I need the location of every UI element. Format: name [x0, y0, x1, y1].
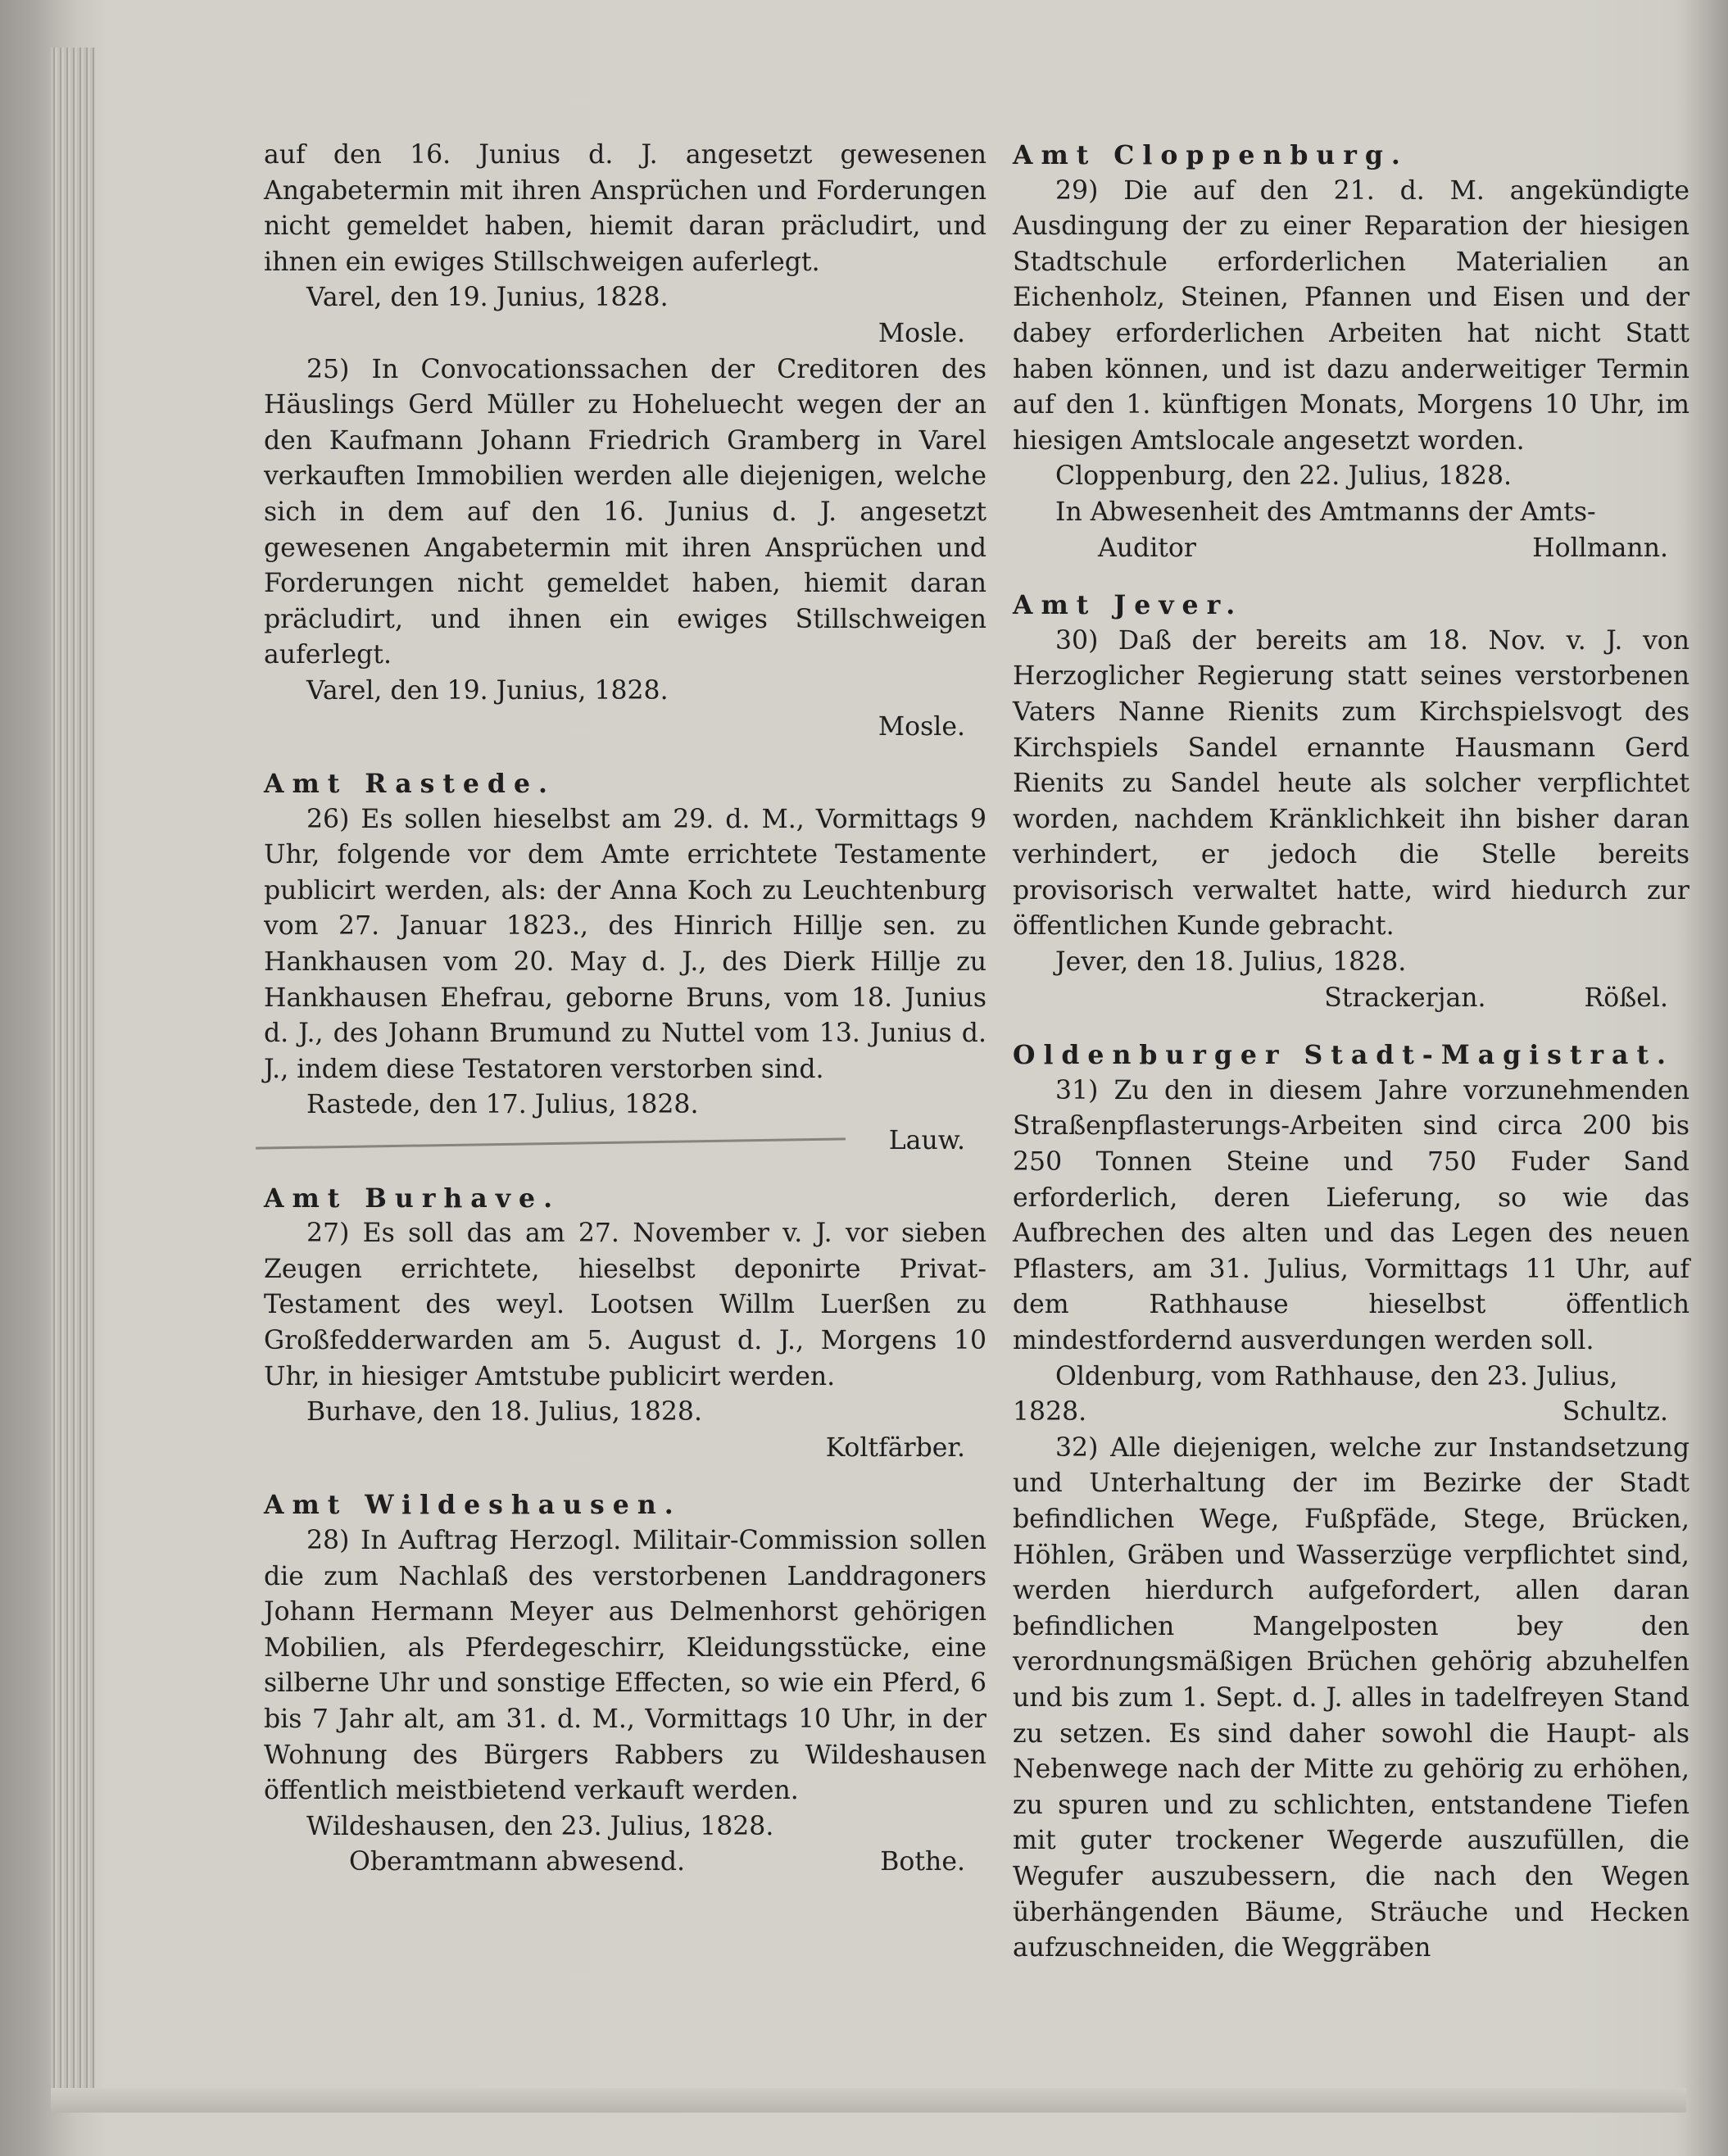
notice-27: 27) Es soll das am 27. November v. J. vor sieben Zeugen errichtete, hieselbst deponirte Privat-Testament des weyl. Lootsen Willm Luerßen zu Großfedderwarden am 5. August d. J., Morgens 10 Uhr, in hiesiger Amtstube publicirt werden.: [264, 1219, 986, 1391]
notice-29-place-date: Cloppenburg, den 22. Julius, 1828.: [1055, 461, 1513, 492]
notice-28: 28) In Auftrag Herzogl. Militair-Commission sollen die zum Nachlaß des verstorbenen Landdragoners Johann Hermann Meyer aus Delmenhorst gehörigen Mobilien, als Pferdegeschirr, Kleidungsstücke, eine silberne Uhr und sonstige Effecten, so wie ein Pferd, 6 bis 7 Jahr alt, am 31. d. M., Vormittags 10 Uhr, in der Wohnung des Bürgers Rabbers zu Wildeshausen öffentlich meistbietend verkauft werden.: [264, 1525, 986, 1806]
notice-26-signature: Lauw.: [888, 1126, 965, 1156]
notice-31: 31) Zu den in diesem Jahre vorzunehmenden Straßenpflasterungs-Arbeiten sind circa 200 bis 250 Tonnen Steine und 750 Fuder Sand erforderlich, deren Lieferung, so wie das Aufbrechen des alten und das Legen des neuen Pflasters, am 31. Julius, Vormittags 11 Uhr, auf dem Rathhause hieselbst öffentlich mindestfordernd ausverdungen werden soll.: [1013, 1075, 1689, 1355]
notice-30-signature-a: Strackerjan.: [1324, 983, 1486, 1013]
notice-30-place-date: Jever, den 18. Julius, 1828.: [1055, 947, 1407, 978]
notice-31-signature-name: Schultz.: [1562, 1397, 1668, 1427]
left-column: [264, 138, 986, 1881]
heading-amt-cloppenburg: Amt Cloppenburg.: [1013, 140, 1408, 170]
notice-25-signature: Mosle.: [878, 711, 965, 742]
notice-25: 25) In Convocationssachen der Creditoren des Häuslings Gerd Müller zu Hoheluecht wegen der an den Kaufmann Johann Friedrich Gramberg in Varel verkauften Immobilien werden alle diejenigen, welche sich in dem auf den 16. Junius d. J. angesetzt gewesenen Angabetermin mit ihren Ansprüchen und Forderungen nicht gemeldet haben, hiemit daran präcludirt, und ihnen ein ewiges Stillschweigen auferlegt.: [264, 354, 986, 670]
notice-28-signature-note: Oberamtmann abwesend.: [349, 1847, 686, 1877]
notice-28-signature: [264, 1845, 986, 1881]
notice-26: 26) Es sollen hieselbst am 29. d. M., Vormittags 9 Uhr, folgende vor dem Amte errichtete Testamente publicirt werden, als: der Anna Koch zu Leuchtenburg vom 27. Januar 1823., des Hinrich Hillje sen. zu Hankhausen vom 20. May d. J., des Dierk Hillje zu Hankhausen Ehefrau, geborne Bruns, vom 18. Junius d. J., des Johann Brumund zu Nuttel vom 13. Junius d. J., indem diese Testatoren verstorben sind.: [264, 804, 986, 1084]
notice-29-signature-name: Hollmann.: [1532, 533, 1668, 563]
notice-31-year: 1828.: [1013, 1397, 1087, 1427]
notice-27-place-date: Burhave, den 18. Julius, 1828.: [306, 1397, 702, 1427]
notice-30-signature-b: Rößel.: [1584, 983, 1668, 1013]
notice-30-signature: [1013, 981, 1689, 1017]
page-edge-left: [51, 48, 95, 2113]
right-column: [1013, 138, 1689, 1967]
heading-amt-jever: Amt Jever.: [1013, 590, 1244, 621]
page-edge-bottom: [51, 2088, 1689, 2113]
notice-26-place-date: Rastede, den 17. Julius, 1828.: [306, 1090, 699, 1120]
heading-amt-burhave: Amt Burhave.: [264, 1182, 561, 1214]
notice-28-signature-name: Bothe.: [880, 1847, 965, 1877]
notice-31-signature: [1013, 1395, 1689, 1431]
heading-amt-wildeshausen: Amt Wildeshausen.: [264, 1490, 682, 1521]
notice-30: 30) Daß der bereits am 18. Nov. v. J. von Herzoglicher Regierung statt seines verstorbenen Vaters Nanne Rienits zum Kirchspielsvogt des Kirchspiels Sandel ernannte Hausmann Gerd Rienits zu Sandel heute als solcher verpflichtet worden, nachdem Kränklichkeit ihn bisher daran verhindert, er jedoch die Stelle bereits provisorisch verwaltet hatte, wird hiedurch zur öffentlichen Kunde gebracht.: [1013, 625, 1689, 942]
notice-28-place-date: Wildeshausen, den 23. Julius, 1828.: [306, 1811, 774, 1841]
notice-29-signature-title: Auditor: [1098, 533, 1196, 563]
notice-32: 32) Alle diejenigen, welche zur Instandsetzung und Unterhaltung der im Bezirke der Stadt befindlichen Wege, Fußpfäde, Stege, Brücken, Höhlen, Gräben und Wasserzüge verpflichtet sind, werden hierdurch aufgefordert, allen daran befindlichen Mangelposten bey den verordnungsmäßigen Brüchen gehörig abzuhelfen und bis zum 1. Sept. d. J. alles in tadelfreyen Stand zu setzen. Es sind daher sowohl die Haupt- als Nebenwege nach der Mitte zu gehörig zu erhöhen, zu spuren und zu schlichten, entstandene Tiefen mit guter trockener Wegerde auszufüllen, die Wegufer auszubessern, die nach den Wegen überhängenden Bäume, Sträuche und Hecken aufzuschneiden, die Weggräben: [1013, 1432, 1689, 1963]
notice-24-continuation: auf den 16. Junius d. J. angesetzt gewesenen Angabetermin mit ihren Ansprüchen und Forderungen nicht gemeldet haben, hiemit daran präcludirt, und ihnen ein ewiges Stillschweigen auferlegt.: [264, 140, 986, 277]
notice-24-signature: Mosle.: [878, 318, 965, 348]
notice-27-signature: Koltfärber.: [825, 1432, 965, 1463]
notice-29-signature: [1013, 531, 1689, 567]
heading-oldenburger-stadt-magistrat: Oldenburger Stadt-Magistrat.: [1013, 1040, 1674, 1071]
notice-25-place-date: Varel, den 19. Junius, 1828.: [306, 675, 669, 706]
notice-29-signature-line: In Abwesenheit des Amtmanns der Amts-: [1055, 497, 1596, 527]
page-edge-right: [1686, 0, 1728, 2156]
notice-29: 29) Die auf den 21. d. M. angekündigte Ausdingung der zu einer Reparation der hiesigen Stadtschule erforderlichen Materialien an Eichenholz, Steinen, Pfannen und Eisen und der dabey erforderlichen Arbeiten hat nicht Statt haben können, und ist dazu anderweitiger Termin auf den 1. künftigen Monats, Morgens 10 Uhr, im hiesigen Amtslocale angesetzt worden.: [1013, 175, 1689, 456]
notice-24-place-date: Varel, den 19. Junius, 1828.: [306, 283, 669, 313]
notice-31-place-date: Oldenburg, vom Rathhause, den 23. Julius,: [1055, 1361, 1618, 1391]
heading-amt-rastede: Amt Rastede.: [264, 769, 556, 800]
